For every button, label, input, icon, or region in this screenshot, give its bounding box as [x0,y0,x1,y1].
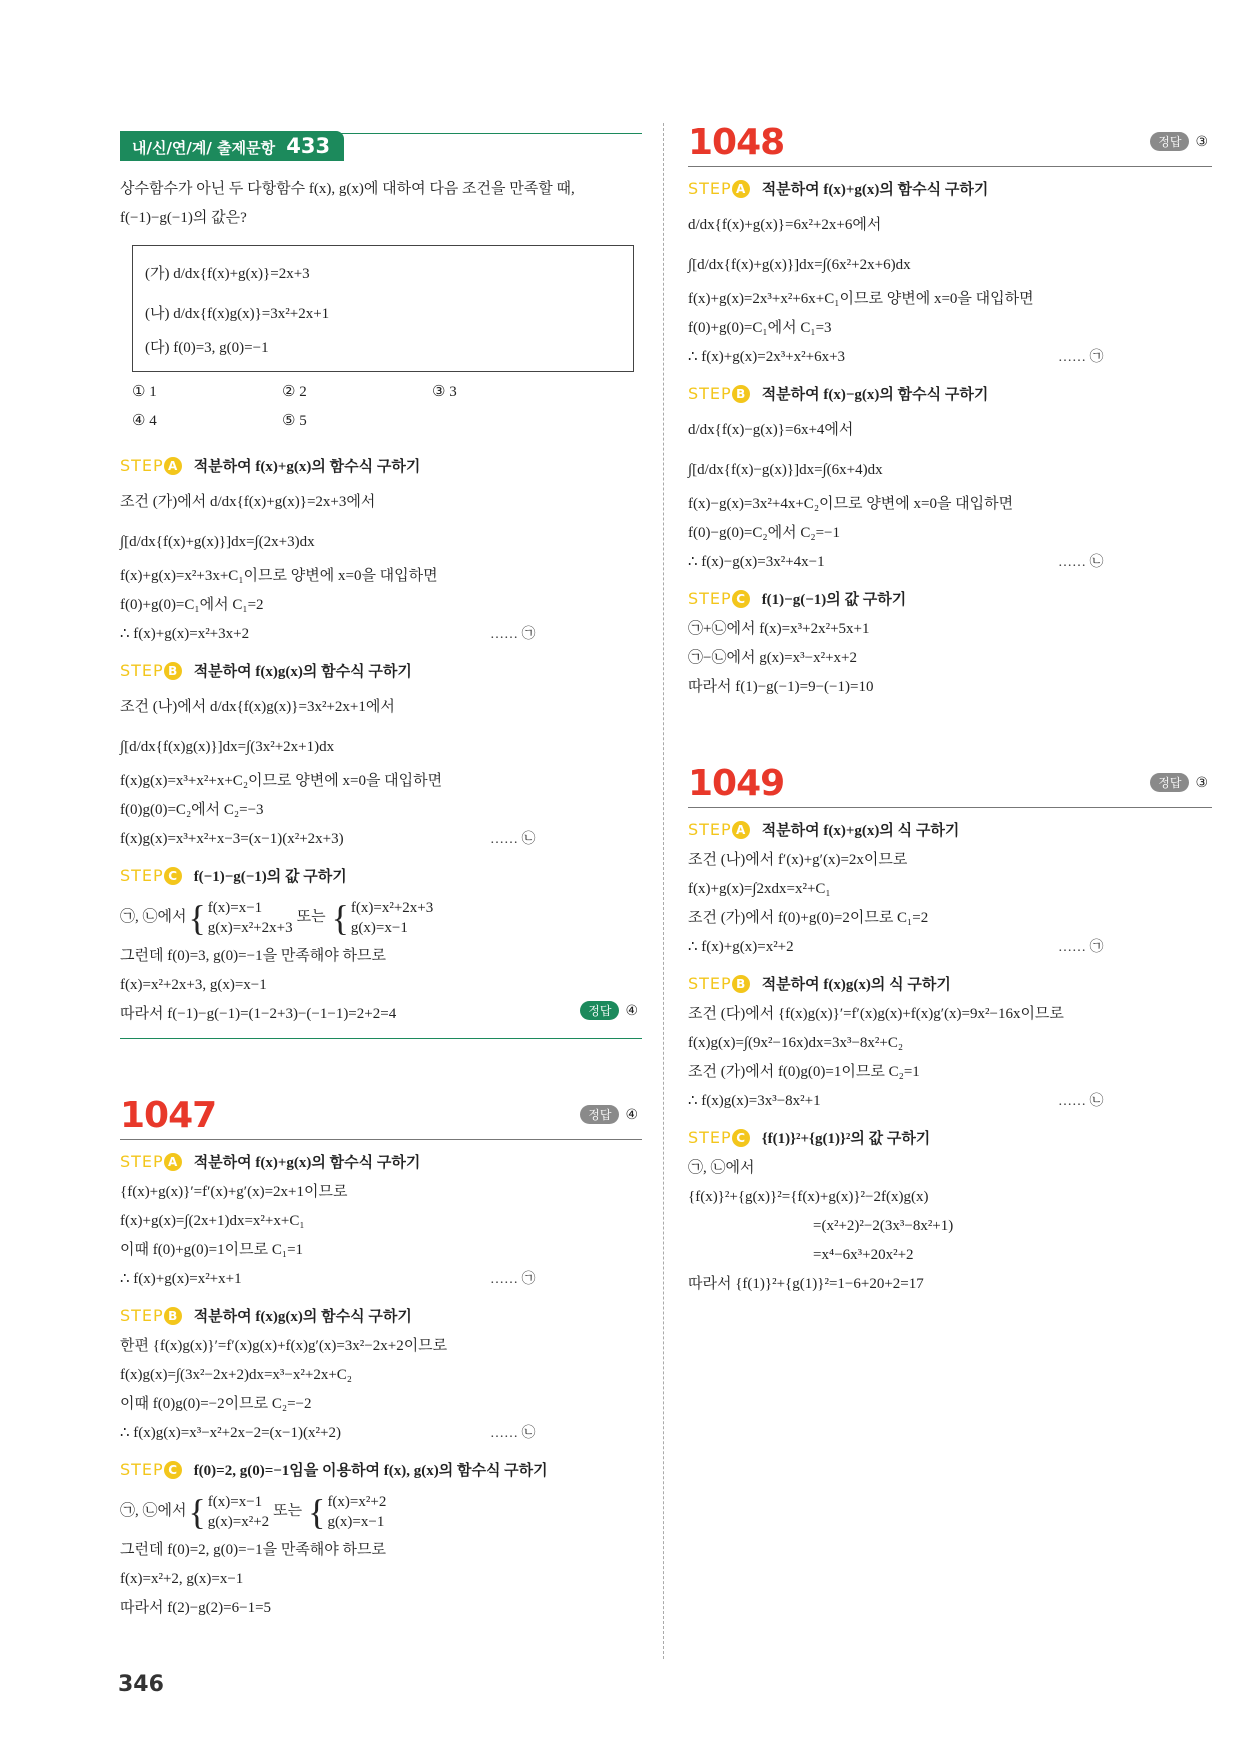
answer [580,1105,638,1124]
equation-marker: …… ㉠ [1058,350,1104,365]
line-text: ∫[d/dx{f(x)g(x)}]dx=∫(3x²+2x+1)dx [120,739,335,755]
line-text: {f(x)+g(x)}′=f′(x)+g′(x)=2x+1이므로 [120,1184,348,1200]
line-text: f(x)+g(x)=∫(2x+1)dx=x²+x+C₁ [120,1213,305,1229]
step-heading [120,1454,642,1486]
brace-icon: { [308,1491,326,1532]
line-text: f(0)g(0)=C₂에서 C₂=−3 [120,802,264,818]
solution-line [688,410,1212,450]
section-divider [120,1038,642,1039]
step-title: 적분하여 f(x)+g(x)의 식 구하기 [761,823,960,839]
step-letter-icon: A [732,180,750,198]
system-prefix: ㉠, ㉡에서 [120,909,187,925]
line-text: d/dx{f(x)+g(x)}=6x²+2x+6에서 [688,217,882,233]
line-text: 한편 {f(x)g(x)}′=f′(x)g(x)+f(x)g′(x)=3x²−2x+2이므로 [120,1338,448,1354]
problem-header [688,122,1212,167]
solution-line [120,1390,642,1419]
solution-line [120,591,642,620]
line-text: 조건 (나)에서 f′(x)+g′(x)=2x이므로 [688,852,908,868]
line-text: 따라서 {f(1)}²+{g(1)}²=1−6+20+2=17 [688,1276,924,1292]
equation-marker: …… ㉡ [490,1426,536,1441]
answer [1150,773,1208,792]
line-text: d/dx{f(x)−g(x)}=6x+4에서 [688,422,854,438]
equation-marker: …… ㉡ [1058,555,1104,570]
line-text: =x⁴−6x³+20x²+2 [813,1247,914,1263]
answer [580,1001,638,1020]
solution-line [120,620,642,649]
step-title: 적분하여 f(x)g(x)의 함수식 구하기 [193,1309,412,1325]
system-equation: f(x)=x−1 [207,1493,263,1510]
step-title: 적분하여 f(x)+g(x)의 함수식 구하기 [193,459,421,475]
brace-icon: { [188,1491,206,1532]
solution-line [120,1207,642,1236]
solution-line [120,892,642,942]
step-letter-icon: A [164,1153,182,1171]
solution-line [688,1241,1212,1270]
solution-line [688,933,1212,962]
answer-badge: 정답 [1150,773,1189,792]
solution-line [120,942,642,971]
choice-2[interactable]: ② 2 [282,384,307,400]
solution-line [120,1536,642,1565]
solution-line [120,1419,642,1448]
condition: (다) f(0)=3, g(0)=−1 [145,340,269,356]
line-text: 조건 (가)에서 d/dx{f(x)+g(x)}=2x+3에서 [120,494,376,510]
step-letter-icon: B [164,1307,182,1325]
line-text: ㉠, ㉡에서 [688,1160,755,1176]
step-title: 적분하여 f(x)g(x)의 식 구하기 [761,977,951,993]
line-text: 조건 (나)에서 d/dx{f(x)g(x)}=3x²+2x+1에서 [120,699,395,715]
choice-3[interactable]: ③ 3 [432,384,457,400]
solution-line [688,673,1212,702]
line-text: f(0)+g(0)=C₁에서 C₁=2 [120,597,264,613]
solution [688,814,1212,1299]
line-text: ㉠−㉡에서 g(x)=x³−x²+x+2 [688,650,858,666]
condition: (나) d/dx{f(x)g(x)}=3x²+2x+1 [145,306,330,322]
line-text: f(x)+g(x)=x²+3x+C₁이므로 양변에 x=0을 대입하면 [120,568,438,584]
line-text: f(x)g(x)=x³+x²+x−3=(x−1)(x²+2x+3) [120,831,344,847]
step-heading [120,860,642,892]
step-label: STEP [688,820,732,839]
step-heading [688,814,1212,846]
equation-marker: …… ㉠ [1058,940,1104,955]
badge-number: 433 [286,134,331,158]
line-text: f(0)−g(0)=C₂에서 C₂=−1 [688,525,841,541]
equation-marker: …… ㉠ [490,1272,536,1287]
brace-icon: { [331,897,349,938]
line-text: =(x²+2)²−2(3x³−8x²+1) [813,1218,954,1234]
line-text: 따라서 f(1)−g(−1)=9−(−1)=10 [688,679,874,695]
line-text: f(x)g(x)=x³+x²+x+C₂이므로 양변에 x=0을 대입하면 [120,773,443,789]
problem-number: 1049 [688,763,785,804]
line-text: 조건 (가)에서 f(0)+g(0)=2이므로 C₁=2 [688,910,929,926]
conditions-box [132,245,634,372]
problem-header [688,763,1212,808]
system-equation: f(x)=x−1 [207,899,263,916]
solution-line [688,519,1212,548]
solution-line [120,522,642,562]
step-heading [120,655,642,687]
equation-marker: …… ㉡ [1058,1094,1104,1109]
solution-line [688,644,1212,673]
line-text: ㉠+㉡에서 f(x)=x³+2x²+5x+1 [688,621,870,637]
line-text: ∫[d/dx{f(x)−g(x)}]dx=∫(6x+4)dx [688,462,883,478]
question-line: 상수함수가 아닌 두 다항함수 f(x), g(x)에 대하여 다음 조건을 만족할 때, [120,181,575,197]
line-text: ∴ f(x)+g(x)=2x³+x²+6x+3 [688,349,846,365]
line-text: ∴ f(x)+g(x)=x²+2 [688,939,794,955]
page-number: 346 [118,1672,164,1697]
system-rows [208,898,293,938]
problem-header [120,1095,642,1140]
solution-line [688,450,1212,490]
step-label: STEP [120,661,164,680]
step-label: STEP [120,1460,164,1479]
answer [1150,132,1208,151]
brace-icon: { [188,897,206,938]
solution-line [120,1594,642,1623]
line-text: f(x)−g(x)=3x²+4x+C₂이므로 양변에 x=0을 대입하면 [688,496,1014,512]
step-label: STEP [688,589,732,608]
solution-line [120,1236,642,1265]
solution-line [688,1154,1212,1183]
system-rows [208,1492,269,1532]
choice-1[interactable]: ① 1 [132,384,157,400]
line-text: 따라서 f(2)−g(2)=6−1=5 [120,1600,272,1616]
question [120,175,642,233]
solution-line [688,1000,1212,1029]
line-text: f(x)g(x)=∫(9x²−16x)dx=3x³−8x²+C₂ [688,1035,904,1051]
step-label: STEP [688,974,732,993]
line-text: ∴ f(x)+g(x)=x²+x+1 [120,1271,242,1287]
step-letter-icon: A [732,821,750,839]
step-letter-icon: C [164,1461,182,1479]
line-text: 따라서 f(−1)−g(−1)=(1−2+3)−(−1−1)=2+2=4 [120,1006,397,1022]
solution-line [120,825,642,854]
problem-1049 [688,763,1212,1299]
system-equation: g(x)=x²+2x+3 [207,919,293,936]
condition: (가) d/dx{f(x)+g(x)}=2x+3 [145,266,310,282]
solution-line [688,205,1212,245]
system-equation: f(x)=x²+2 [327,1493,387,1510]
solution-line [688,314,1212,343]
system-connector: 또는 [296,909,326,925]
step-label: STEP [120,1152,164,1171]
equation-system [330,898,434,938]
system-rows [327,1492,386,1532]
solution [120,450,642,1029]
badge-text: 내/신/연/계/ 출제문항 [132,139,276,157]
step-label: STEP [688,1128,732,1147]
solution-line [688,615,1212,644]
line-text: 그런데 f(0)=2, g(0)=−1을 만족해야 하므로 [120,1542,386,1558]
solution-line [120,687,642,727]
solution-line [688,846,1212,875]
equation-system [186,898,292,938]
solution-line [688,490,1212,519]
problem-1048 [688,122,1212,702]
system-equation: g(x)=x²+2 [207,1513,270,1530]
answer-badge: 정답 [580,1105,619,1124]
step-heading [688,1122,1212,1154]
solution-line [120,1486,642,1536]
source-badge [120,131,344,161]
step-heading [120,1300,642,1332]
line-text: ∴ f(x)g(x)=x³−x²+2x−2=(x−1)(x²+2) [120,1425,341,1441]
step-title: 적분하여 f(x)+g(x)의 함수식 구하기 [193,1155,421,1171]
step-letter-icon: C [732,590,750,608]
step-letter-icon: C [164,867,182,885]
equation-marker: …… ㉡ [490,832,536,847]
solution-line [688,904,1212,933]
choice-4[interactable]: ④ 4 [132,413,157,429]
line-text: 그런데 f(0)=3, g(0)=−1을 만족해야 하므로 [120,948,386,964]
solution-line [120,1000,642,1029]
equation-system [306,1492,386,1532]
step-title: 적분하여 f(x)g(x)의 함수식 구하기 [193,664,412,680]
line-text: ∫[d/dx{f(x)+g(x)}]dx=∫(2x+3)dx [120,534,315,550]
system-equation: g(x)=x−1 [350,919,408,936]
solution-line [120,562,642,591]
step-heading [688,173,1212,205]
line-text: {f(x)}²+{g(x)}²={f(x)+g(x)}²−2f(x)g(x) [688,1189,929,1205]
solution-line [688,1212,1212,1241]
problem-header [120,125,642,163]
problem-number: 1048 [688,122,785,163]
answer-value: ③ [1195,775,1208,791]
step-letter-icon: C [732,1129,750,1147]
solution-line [120,482,642,522]
solution-line [120,1265,642,1294]
line-text: f(x)+g(x)=∫2xdx=x²+C₁ [688,881,831,897]
solution-line [688,1270,1212,1299]
line-text: f(x)=x²+2, g(x)=x−1 [120,1571,244,1587]
step-label: STEP [688,384,732,403]
answer-value: ④ [625,1107,638,1123]
step-title: f(0)=2, g(0)=−1임을 이용하여 f(x), g(x)의 함수식 구하기 [193,1463,548,1479]
line-text: f(x)g(x)=∫(3x²−2x+2)dx=x³−x²+2x+C₂ [120,1367,353,1383]
line-text: 이때 f(0)g(0)=−2이므로 C₂=−2 [120,1396,312,1412]
solution-line [688,1183,1212,1212]
step-title: 적분하여 f(x)−g(x)의 함수식 구하기 [761,387,989,403]
step-letter-icon: B [732,385,750,403]
line-text: f(x)+g(x)=2x³+x²+6x+C₁이므로 양변에 x=0을 대입하면 [688,291,1034,307]
problem-1047 [120,1095,642,1623]
step-heading [120,450,642,482]
answer-value: ④ [625,1003,638,1019]
answer-value: ③ [1195,134,1208,150]
solution-line [688,1087,1212,1116]
system-equation: f(x)=x²+2x+3 [350,899,434,916]
solution-line [120,1361,642,1390]
line-text: ∴ f(x)g(x)=3x³−8x²+1 [688,1093,821,1109]
step-heading [688,378,1212,410]
solution-line [120,1332,642,1361]
equation-system [186,1492,269,1532]
step-heading [120,1146,642,1178]
solution-line [688,875,1212,904]
step-letter-icon: B [732,975,750,993]
solution-line [120,767,642,796]
step-label: STEP [120,456,164,475]
solution-line [120,727,642,767]
choice-5[interactable]: ⑤ 5 [282,413,307,429]
step-title: {f(1)}²+{g(1)}²의 값 구하기 [761,1131,931,1147]
line-text: ∴ f(x)+g(x)=x²+3x+2 [120,626,250,642]
problem-433 [120,125,642,1029]
system-prefix: ㉠, ㉡에서 [120,1503,187,1519]
equation-marker: …… ㉠ [490,627,536,642]
solution-line [688,1058,1212,1087]
line-text: 이때 f(0)+g(0)=1이므로 C₁=1 [120,1242,304,1258]
step-title: f(1)−g(−1)의 값 구하기 [761,592,907,608]
line-text: f(0)+g(0)=C₁에서 C₁=3 [688,320,832,336]
step-title: f(−1)−g(−1)의 값 구하기 [193,869,347,885]
solution-line [120,1178,642,1207]
step-letter-icon: B [164,662,182,680]
solution-line [688,343,1212,372]
solution-line [688,285,1212,314]
line-text: ∴ f(x)−g(x)=3x²+4x−1 [688,554,825,570]
solution [120,1146,642,1623]
solution-line [120,796,642,825]
solution-line [688,1029,1212,1058]
column-divider [663,123,664,1659]
answer-badge: 정답 [1150,132,1189,151]
answer-badge: 정답 [580,1001,619,1020]
step-heading [688,968,1212,1000]
line-text: ∫[d/dx{f(x)+g(x)}]dx=∫(6x²+2x+6)dx [688,257,911,273]
solution [688,173,1212,702]
line-text: 조건 (가)에서 f(0)g(0)=1이므로 C₂=1 [688,1064,920,1080]
solution-line [688,245,1212,285]
step-label: STEP [688,179,732,198]
system-connector: 또는 [273,1503,303,1519]
system-equation: g(x)=x−1 [327,1513,385,1530]
solution-line [688,548,1212,577]
line-text: f(x)=x²+2x+3, g(x)=x−1 [120,977,267,993]
step-letter-icon: A [164,457,182,475]
step-label: STEP [120,866,164,885]
problem-number: 1047 [120,1095,217,1136]
step-heading [688,583,1212,615]
step-label: STEP [120,1306,164,1325]
line-text: 조건 (다)에서 {f(x)g(x)}′=f′(x)g(x)+f(x)g′(x)=9x²−16x이므로 [688,1006,1064,1022]
step-title: 적분하여 f(x)+g(x)의 함수식 구하기 [761,182,989,198]
solution-line [120,1565,642,1594]
system-rows [351,898,433,938]
solution-line [120,971,642,1000]
choices [132,378,642,436]
question-line: f(−1)−g(−1)의 값은? [120,210,247,226]
